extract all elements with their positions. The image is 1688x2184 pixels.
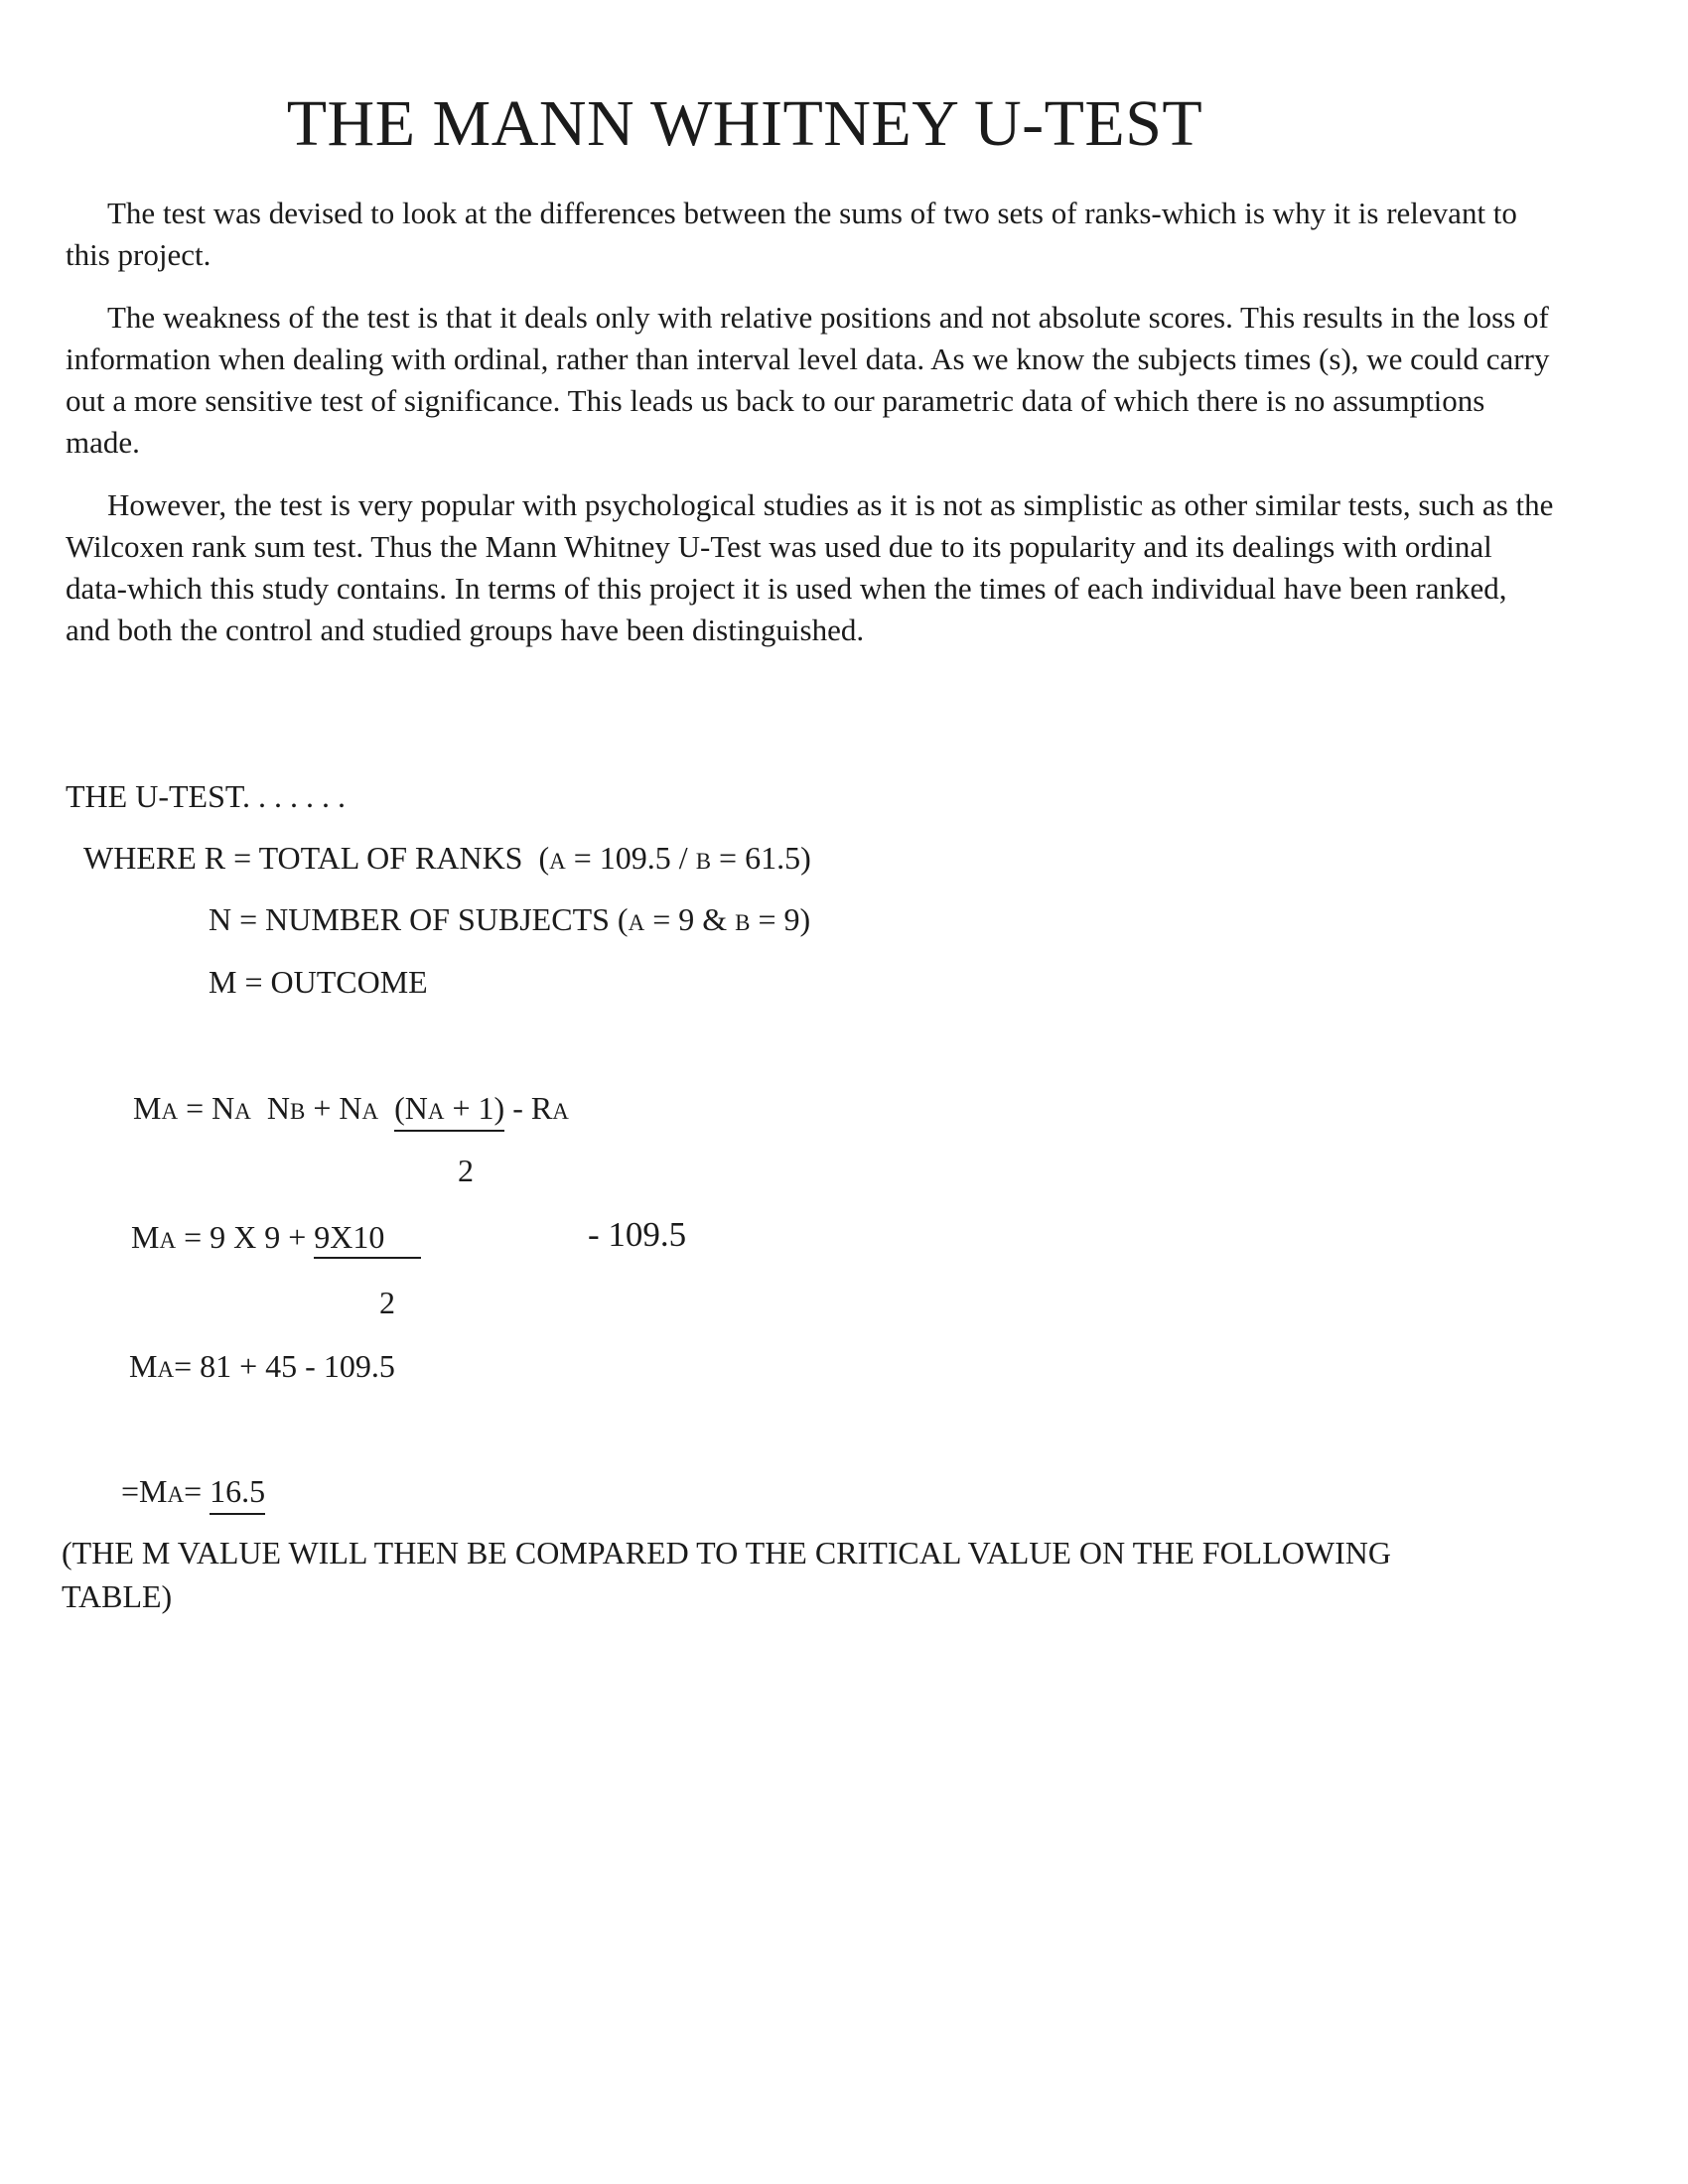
- formula-open-paren: (: [394, 1090, 405, 1126]
- result-sub: A: [167, 1482, 185, 1507]
- step1-m: M: [131, 1219, 160, 1255]
- paragraph-2: The weakness of the test is that it deals only with relative positions and not absolute scores. This results in the loss of information when dealing with ordinal, rather than interval level data. As we know the subjects times (s), we could carry out a more sensitive test of significance. This leads us back to our parametric data of which there is no assumptions made.: [66, 300, 1550, 460]
- formula-fraction-numerator: [394, 1090, 504, 1132]
- formula-na3: N: [404, 1090, 428, 1126]
- definition-n-label: N = NUMBER OF SUBJECTS: [209, 901, 610, 937]
- paragraph-1: The test was devised to look at the differences between the sums of two sets of ranks-which is why it is relevant to this project.: [66, 196, 1517, 272]
- definition-r-label: WHERE R = TOTAL OF RANKS: [83, 840, 523, 876]
- formula-minus: -: [512, 1090, 523, 1126]
- paragraph-3: However, the test is very popular with psychological studies as it is not as simplistic as other similar tests, such as the Wilcoxen rank sum test. Thus the Mann Whitney U-Test was used due to its popularity and its dealings with ordinal data-which this study contains. In terms of this project it is used when the times of each individual have been ranked, and both the control and studied groups have been distinguished.: [66, 487, 1554, 647]
- utest-heading: THE U-TEST. . . . . . .: [66, 778, 347, 814]
- formula-general: [133, 1092, 569, 1124]
- definition-n-b-value: = 9): [758, 901, 811, 937]
- definition-r-open: (: [538, 840, 550, 876]
- step1-minus-value: - 109.5: [588, 1215, 687, 1254]
- formula-r-sub: A: [552, 1099, 569, 1124]
- formula-nb: N: [266, 1090, 290, 1126]
- step2-m-sub: A: [157, 1357, 175, 1382]
- formula-nb-sub: B: [289, 1099, 306, 1124]
- formula-r: R: [530, 1090, 553, 1126]
- definition-r-b-value: = 61.5): [719, 840, 811, 876]
- note-line-1: (THE M VALUE WILL THEN BE COMPARED TO THE CRITICAL VALUE ON THE FOLLOWING: [62, 1535, 1391, 1570]
- page-title: THE MANN WHITNEY U-TEST: [286, 87, 1203, 160]
- definition-r-b-letter: B: [695, 849, 712, 874]
- formula-step1: [131, 1221, 421, 1259]
- formula-m: M: [133, 1090, 162, 1126]
- step1-m-sub: A: [159, 1228, 177, 1253]
- result-prefix: =M: [121, 1473, 168, 1509]
- definition-r-a-value: = 109.5 /: [573, 840, 688, 876]
- formula-result: [121, 1475, 265, 1507]
- definition-n-a-value: = 9 &: [652, 901, 728, 937]
- formula-na2-sub: A: [361, 1099, 379, 1124]
- formula-eq: =: [186, 1090, 205, 1126]
- definition-r-a-letter: A: [549, 849, 566, 874]
- formula-plus-one: + 1): [452, 1090, 505, 1126]
- formula-na2: N: [339, 1090, 362, 1126]
- definition-n-b-letter: B: [735, 910, 751, 935]
- formula-m-sub: A: [161, 1099, 179, 1124]
- definition-n-a-letter: A: [628, 910, 645, 935]
- step2-rhs: = 81 + 45 - 109.5: [174, 1348, 395, 1384]
- note-line-2: TABLE): [62, 1578, 173, 1614]
- step2-m: M: [129, 1348, 158, 1384]
- definition-m: M = OUTCOME: [209, 964, 428, 1000]
- result-value: 16.5: [210, 1473, 265, 1515]
- step1-fraction-numerator: 9X10: [314, 1221, 421, 1259]
- formula-step2: [129, 1350, 395, 1382]
- formula-na: N: [211, 1090, 235, 1126]
- formula-plus: +: [313, 1090, 332, 1126]
- step1-rhs: = 9 X 9 +: [184, 1219, 307, 1255]
- result-eq: =: [184, 1473, 203, 1509]
- formula-na3-sub: A: [427, 1099, 445, 1124]
- formula-denominator: 2: [458, 1153, 474, 1188]
- definition-n-open: (: [617, 901, 629, 937]
- definition-n: [209, 903, 810, 935]
- formula-na-sub: A: [234, 1099, 251, 1124]
- step1-denominator: 2: [379, 1285, 395, 1320]
- definition-r: [83, 842, 811, 874]
